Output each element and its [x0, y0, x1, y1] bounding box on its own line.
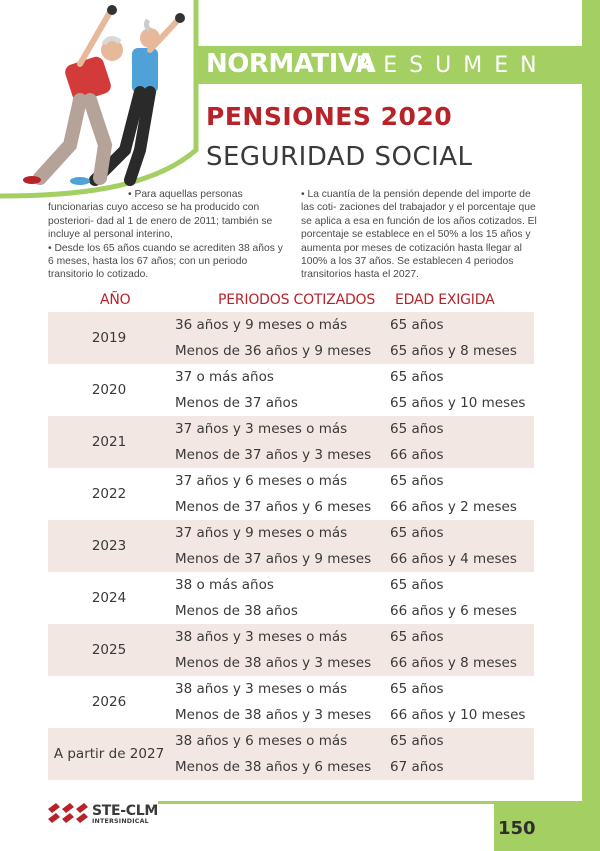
exercise-illustration: [0, 0, 230, 200]
age-cell: 65 años y 10 meses: [390, 395, 526, 411]
period-cell: Menos de 38 años y 3 meses: [175, 707, 372, 723]
table-row: [48, 520, 534, 572]
logo-subtitle: INTERSINDICAL: [92, 818, 149, 825]
brand-label: NORMATIVA: [206, 49, 376, 79]
year-cell: 2026: [91, 694, 127, 710]
age-cell: 66 años y 8 meses: [390, 655, 517, 671]
column-header-periods: PERIODOS COTIZADOS: [218, 292, 376, 308]
period-cell: 37 años y 3 meses o más: [175, 421, 348, 437]
age-cell: 65 años: [390, 421, 444, 437]
table-row: [48, 312, 534, 364]
age-cell: 65 años: [390, 369, 444, 385]
intro-paragraph: • La cuantía de la pensión depende del importe de las coti- zaciones del trabajador y el porcentaje que se aplica a esa en función de los años cotizados. El porcentaje se establece en el 50% a los 15 años y aumenta por meses de cotización hasta llegar al 100% a los 37 años. Se establecen 4 periodos transitorios hasta el 2027.: [301, 189, 537, 281]
table-row: [48, 416, 534, 468]
table-row: [48, 676, 534, 728]
period-cell: 38 años y 3 meses o más: [175, 681, 348, 697]
column-header-age: EDAD EXIGIDA: [395, 292, 495, 308]
page-title: PENSIONES 2020: [206, 102, 453, 131]
year-cell: A partir de 2027: [53, 746, 165, 762]
age-cell: 66 años y 6 meses: [390, 603, 517, 619]
period-cell: Menos de 37 años: [175, 395, 298, 411]
year-cell: 2022: [91, 486, 127, 502]
table-row: [48, 728, 534, 780]
age-cell: 65 años: [390, 577, 444, 593]
intro-left-column: [48, 188, 288, 282]
period-cell: 38 años y 6 meses o más: [175, 733, 348, 749]
period-cell: 37 o más años: [175, 369, 274, 385]
table-row: [48, 364, 534, 416]
age-cell: 66 años y 2 meses: [390, 499, 517, 515]
page-number: 150: [498, 818, 536, 839]
table-row: [48, 572, 534, 624]
year-cell: 2025: [91, 642, 127, 658]
footer-divider: [158, 801, 496, 804]
intro-paragraph: • Desde los 65 años cuando se acrediten 38 años y 6 meses, hasta los 67 años; con un periodo transitorio lo cotizado.: [48, 242, 283, 281]
table-row: [48, 624, 534, 676]
intro-right-column: [301, 188, 541, 282]
age-cell: 65 años y 8 meses: [390, 343, 517, 359]
age-cell: 65 años: [390, 473, 444, 489]
year-cell: 2021: [91, 434, 127, 450]
period-cell: Menos de 37 años y 9 meses: [175, 551, 372, 567]
column-header-year: AÑO: [100, 292, 131, 308]
period-cell: Menos de 38 años y 3 meses: [175, 655, 372, 671]
age-cell: 65 años: [390, 525, 444, 541]
year-cell: 2023: [91, 538, 127, 554]
table-row: [48, 468, 534, 520]
period-cell: Menos de 37 años y 3 meses: [175, 447, 372, 463]
pension-table: [48, 312, 534, 780]
section-label: RESUMEN: [356, 53, 549, 78]
age-cell: 65 años: [390, 733, 444, 749]
period-cell: Menos de 38 años: [175, 603, 298, 619]
person-red-figure: [23, 5, 123, 184]
right-accent-stripe: [582, 0, 600, 851]
period-cell: Menos de 36 años y 9 meses: [175, 343, 372, 359]
year-cell: 2024: [91, 590, 127, 606]
age-cell: 66 años y 10 meses: [390, 707, 526, 723]
period-cell: Menos de 38 años y 6 meses: [175, 759, 372, 775]
period-cell: 38 o más años: [175, 577, 274, 593]
period-cell: 37 años y 9 meses o más: [175, 525, 348, 541]
period-cell: 36 años y 9 meses o más: [175, 317, 348, 333]
age-cell: 65 años: [390, 681, 444, 697]
age-cell: 66 años y 4 meses: [390, 551, 517, 567]
period-cell: 38 años y 3 meses o más: [175, 629, 348, 645]
age-cell: 65 años: [390, 629, 444, 645]
intro-paragraph: • Para aquellas personas funcionarias cuyo acceso se ha producido con posteriori- dad al 1 de enero de 2011; también se incluye al personal interino,: [48, 189, 273, 241]
age-cell: 65 años: [390, 317, 444, 333]
year-cell: 2019: [91, 330, 127, 346]
page-subtitle: SEGURIDAD SOCIAL: [206, 142, 473, 172]
logo-name: STE-CLM: [92, 803, 159, 819]
period-cell: Menos de 37 años y 6 meses: [175, 499, 372, 515]
age-cell: 67 años: [390, 759, 444, 775]
period-cell: 37 años y 6 meses o más: [175, 473, 348, 489]
age-cell: 66 años: [390, 447, 444, 463]
year-cell: 2020: [91, 382, 127, 398]
